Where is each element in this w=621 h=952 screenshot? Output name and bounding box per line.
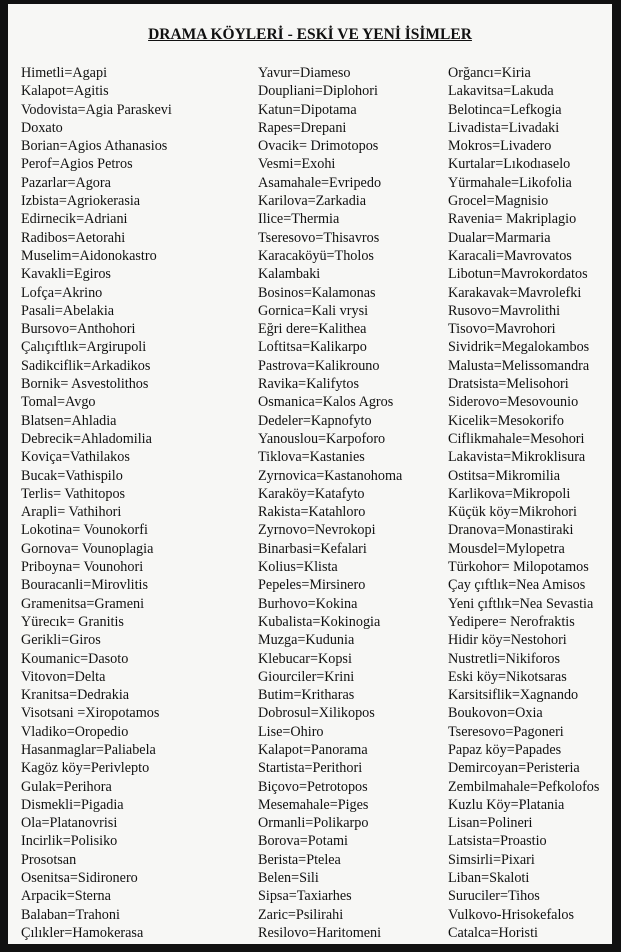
village-entry: Dranova=Monastiraki	[448, 522, 574, 539]
village-entry: Papaz köy=Papades	[448, 741, 562, 758]
village-entry: Dobrosul=Xilikopos	[258, 705, 375, 722]
village-entry: Latsista=Proastio	[448, 833, 547, 850]
village-entry: Ravenia= Makriplagio	[448, 211, 577, 228]
village-entry: Catalca=Horisti	[448, 924, 538, 941]
village-entry: Sipsa=Taxiarhes	[258, 888, 352, 905]
village-entry: Prosotsan	[21, 851, 77, 868]
village-entry: Bursovo=Anthohori	[21, 321, 136, 338]
village-entry: Katun=Dipotama	[258, 101, 357, 118]
village-entry: Rusovo=Mavrolithi	[448, 302, 561, 319]
village-entry: Izbista=Agriokerasia	[21, 193, 141, 210]
village-entry: Dualar=Marmaria	[448, 229, 551, 246]
village-entry: Vesmi=Exohi	[258, 156, 336, 173]
village-entry: Yürecık= Granitis	[21, 613, 124, 630]
village-entry: Karlikova=Mikropoli	[448, 485, 571, 502]
village-entry: Ostitsa=Mikromilia	[448, 467, 561, 484]
village-entry: Tseresovo=Thisavros	[258, 229, 380, 246]
village-entry: Borian=Agios Athanasios	[21, 138, 168, 155]
village-entry: Zyrnovo=Nevrokopi	[258, 522, 376, 539]
village-entry: Kuzlu Köy=Platania	[448, 796, 565, 813]
village-entry: Berista=Ptelea	[258, 851, 341, 868]
village-entry: Bosinos=Kalamonas	[258, 284, 376, 301]
village-entry: Çay çıftlık=Nea Amisos	[448, 577, 586, 594]
village-entry: Karacaköyü=Tholos	[258, 247, 374, 264]
village-entry: Himetli=Agapi	[21, 65, 108, 81]
village-entry: Burhovo=Kokina	[258, 595, 358, 612]
village-entry: Kavakli=Egiros	[21, 266, 111, 283]
village-entry: Livadista=Livadaki	[448, 119, 560, 136]
village-entry: Vodovista=Agia Paraskevi	[21, 101, 172, 118]
village-entry: Karsitsiflik=Xagnando	[448, 687, 579, 704]
village-entry: Visotsani =Xiropotamos	[21, 705, 160, 722]
village-entry: Karacali=Mavrovatos	[448, 247, 572, 264]
village-entry: Dismekli=Pigadia	[21, 796, 124, 813]
village-entry: Biçovo=Petrotopos	[258, 778, 368, 795]
village-entry: Ovacik= Drimotopos	[258, 138, 379, 155]
village-entry: Gramenitsa=Grameni	[21, 595, 145, 612]
village-entry: Zembilmahale=Pefkolofos	[448, 778, 600, 795]
village-entry: Yanouslou=Karpoforo	[258, 430, 386, 447]
village-entry: Priboyna= Vounohori	[21, 559, 144, 576]
village-entry: Tseresovo=Pagoneri	[448, 723, 564, 740]
village-entry: Dratsista=Melisohori	[448, 376, 569, 393]
village-entry: Demircoyan=Peristeria	[448, 760, 580, 777]
village-entry: Gornica=Kali vrysi	[258, 302, 369, 319]
village-entry: Libotun=Mavrokordatos	[448, 266, 588, 283]
village-entry: Resilovo=Haritomeni	[258, 924, 382, 941]
village-entry: Grocel=Magnisio	[448, 193, 549, 210]
village-entry: Perof=Agios Petros	[21, 156, 133, 173]
village-entry: Bouracanli=Mirovlitis	[21, 577, 149, 594]
village-list-column-1	[21, 64, 249, 942]
village-entry: Ormanli=Polikarpo	[258, 815, 369, 832]
village-entry: Karilova=Zarkadia	[258, 193, 367, 210]
village-entry: Incirlik=Polisiko	[21, 833, 118, 850]
village-entry: Gerikli=Giros	[21, 632, 101, 649]
village-entry: Liban=Skaloti	[448, 870, 530, 887]
village-entry: Zaric=Psilirahi	[258, 906, 344, 923]
village-entry: Suruciler=Tihos	[448, 888, 540, 905]
village-entry: Türkohor= Milopotamos	[448, 559, 589, 576]
village-entry: Muselim=Aidonokastro	[21, 247, 157, 264]
village-entry: Asamahale=Evripedo	[258, 174, 382, 191]
village-entry: Arpacik=Sterna	[21, 888, 111, 905]
village-entry: Kagöz köy=Perivlepto	[21, 760, 150, 777]
village-entry: Borova=Potami	[258, 833, 348, 850]
village-entry: Giourciler=Krini	[258, 668, 355, 685]
village-list-column-2	[258, 64, 446, 942]
village-entry: Orğancı=Kiria	[448, 65, 531, 81]
village-entry: Bornik= Asvestolithos	[21, 376, 149, 393]
village-entry: Kalapot=Panorama	[258, 741, 368, 758]
village-entry: Yavur=Diameso	[258, 65, 351, 81]
village-entry: Pastrova=Kalikrouno	[258, 357, 380, 374]
village-entry: Zyrnovica=Kastanohoma	[258, 467, 403, 484]
village-entry: Yedipere= Nerofraktis	[448, 613, 575, 630]
village-entry: Boukovon=Oxia	[448, 705, 543, 722]
village-entry: Simsirli=Pixari	[448, 851, 535, 868]
village-entry: Vladiko=Oropedio	[21, 723, 129, 740]
village-entry: Blatsen=Ahladia	[21, 412, 117, 429]
village-entry: Osenitsa=Sidironero	[21, 870, 138, 887]
village-entry: Çalıçıftlık=Argirupoli	[21, 339, 147, 356]
village-entry: Ravika=Kalifytos	[258, 376, 359, 393]
village-entry: Hasanmaglar=Paliabela	[21, 741, 156, 758]
village-entry: Kubalista=Kokinogia	[258, 613, 381, 630]
village-entry: Tisovo=Mavrohori	[448, 321, 556, 338]
village-entry: Karaköy=Katafyto	[258, 485, 365, 502]
village-entry: Yürmahale=Likofolia	[448, 174, 572, 191]
village-entry: Ilice=Thermia	[258, 211, 340, 228]
village-entry: Rapes=Drepani	[258, 119, 347, 136]
village-entry: Pasali=Abelakia	[21, 302, 115, 319]
village-entry: Pazarlar=Agora	[21, 174, 111, 191]
village-entry: Siderovo=Mesovounio	[448, 394, 579, 411]
village-entry: Kranitsa=Dedrakia	[21, 687, 130, 704]
village-entry: Vitovon=Delta	[21, 668, 106, 685]
village-entry: Butim=Kritharas	[258, 687, 355, 704]
village-entry: Lise=Ohiro	[258, 723, 324, 740]
village-entry: Bucak=Vathispilo	[21, 467, 123, 484]
document-page	[8, 4, 612, 944]
village-entry: Ola=Platanovrisi	[21, 815, 118, 832]
village-entry: Lokotina= Vounokorfi	[21, 522, 148, 539]
village-list-column-3	[448, 64, 612, 942]
village-entry: Pepeles=Mirsinero	[258, 577, 366, 594]
village-entry: Lakavista=Mikroklisura	[448, 449, 586, 466]
village-entry: Mokros=Livadero	[448, 138, 552, 155]
village-entry: Nustretli=Nikiforos	[448, 650, 561, 667]
village-entry: Kolius=Klista	[258, 559, 338, 576]
village-entry: Mousdel=Mylopetra	[448, 540, 565, 557]
village-entry: Malusta=Melissomandra	[448, 357, 590, 374]
village-entry: Çılıkler=Hamokerasa	[21, 924, 144, 941]
village-entry: Balaban=Trahoni	[21, 906, 120, 923]
village-entry: Sividrik=Megalokambos	[448, 339, 590, 356]
village-entry: Osmanica=Kalos Agros	[258, 394, 394, 411]
village-entry: Klebucar=Kopsi	[258, 650, 352, 667]
village-entry: Kurtalar=Lıkodıaselo	[448, 156, 571, 173]
village-entry: Belen=Sili	[258, 870, 319, 887]
village-entry: Koviça=Vathilakos	[21, 449, 130, 466]
village-entry: Tiklova=Kastanies	[258, 449, 365, 466]
village-entry: Radibos=Aetorahi	[21, 229, 126, 246]
village-entry: Eski köy=Nikotsaras	[448, 668, 567, 685]
village-entry: Ciflikmahale=Mesohori	[448, 430, 585, 447]
village-entry: Lisan=Polineri	[448, 815, 533, 832]
village-entry: Loftitsa=Kalikarpo	[258, 339, 367, 356]
village-entry: Binarbasi=Kefalari	[258, 540, 367, 557]
village-entry: Lofça=Akrino	[21, 284, 103, 301]
village-entry: Kicelik=Mesokorifo	[448, 412, 564, 429]
village-entry: Rakista=Katahloro	[258, 504, 366, 521]
village-entry: Eğri dere=Kalithea	[258, 321, 367, 338]
village-entry: Hidir köy=Nestohori	[448, 632, 567, 649]
village-entry: Terlis= Vathitopos	[21, 485, 126, 502]
village-entry: Karakavak=Mavrolefki	[448, 284, 582, 301]
village-entry: Gulak=Perihora	[21, 778, 112, 795]
village-entry: Mesemahale=Piges	[258, 796, 369, 813]
village-entry: Vulkovo-Hrisokefalos	[448, 906, 575, 923]
village-entry: Lakavitsa=Lakuda	[448, 83, 554, 100]
village-entry: Küçük köy=Mikrohori	[448, 504, 577, 521]
village-entry: Startista=Perithori	[258, 760, 363, 777]
village-entry: Kalapot=Agitis	[21, 83, 109, 100]
village-entry: Kalambaki	[258, 266, 321, 283]
village-entry: Debrecik=Ahladomilia	[21, 430, 152, 447]
village-entry: Muzga=Kudunia	[258, 632, 355, 649]
village-entry: Dedeler=Kapnofyto	[258, 412, 372, 429]
village-entry: Belotinca=Lefkogia	[448, 101, 562, 118]
village-entry: Edirnecik=Adriani	[21, 211, 128, 228]
village-entry: Tomal=Avgo	[21, 394, 96, 411]
village-entry: Doxato	[21, 119, 63, 136]
village-entry: Gornova= Vounoplagia	[21, 540, 154, 557]
village-entry: Yeni çıftlık=Nea Sevastia	[448, 595, 594, 612]
document-title: DRAMA KÖYLERİ - ESKİ VE YENİ İSİMLER	[148, 26, 472, 43]
village-entry: Koumanic=Dasoto	[21, 650, 129, 667]
village-entry: Sadikciflik=Arkadikos	[21, 357, 151, 374]
village-entry: Arapli= Vathihori	[21, 504, 122, 521]
village-entry: Doupliani=Diplohori	[258, 83, 378, 100]
